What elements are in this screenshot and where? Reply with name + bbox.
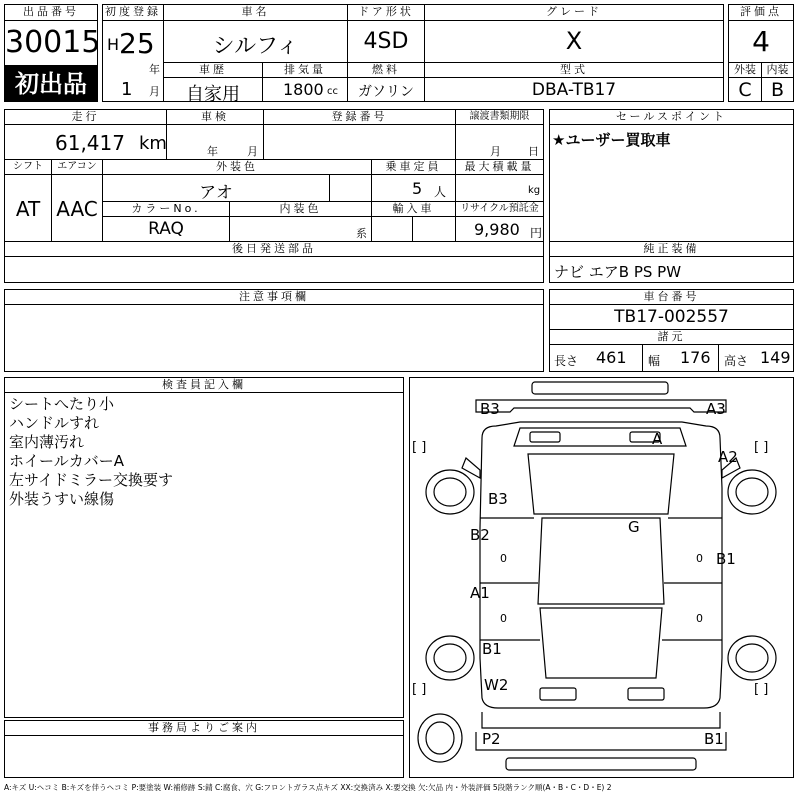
transfer-month-unit: 月 <box>490 145 501 158</box>
inspection-year-unit: 年 <box>207 145 218 158</box>
genuine-equipment-box <box>549 256 794 283</box>
damage-mark-w2-left: W2 <box>484 676 509 694</box>
mileage-unit: km <box>139 133 167 154</box>
interior-grade: B <box>770 79 785 101</box>
lot-number: 30015 <box>5 25 101 60</box>
notes-box <box>4 304 544 372</box>
height: 149 <box>760 348 791 367</box>
length-label: 長さ <box>554 354 579 368</box>
plate-label: 登録番号 <box>263 109 456 125</box>
interior-color-box <box>229 216 372 242</box>
score-box <box>728 20 794 63</box>
inspector-line: シートへたり小 <box>9 395 115 413</box>
first-listing-text: 初出品 <box>15 70 87 98</box>
damage-mark-b1-bottom: B1 <box>704 730 724 748</box>
zero-mark: 0 <box>696 552 703 565</box>
reg-year: 25 <box>119 27 155 60</box>
bracket-rear-left: [ ] <box>412 682 427 697</box>
color-number: RAQ <box>148 219 184 239</box>
seats-box <box>371 174 456 202</box>
damage-mark-b3-hood: B3 <box>488 490 508 508</box>
first-registration-box <box>102 20 164 102</box>
exterior-grade-label: 外装 <box>728 62 762 78</box>
history: 自家用 <box>186 84 240 105</box>
inspector-line: 左サイドミラー交換要す <box>9 471 173 489</box>
shift-label: シフト <box>4 159 52 175</box>
chassis-box <box>549 304 794 330</box>
inspector-box <box>4 392 404 718</box>
shift: AT <box>15 197 41 221</box>
model: DBA-TB17 <box>531 80 617 100</box>
car-name-box <box>163 20 348 63</box>
reg-month-unit: 月 <box>149 85 160 98</box>
max-load-box <box>455 174 544 202</box>
inspector-label: 検査員記入欄 <box>4 377 404 393</box>
history-label: 車歴 <box>163 62 263 78</box>
first-registration-label: 初度登録 <box>102 4 164 21</box>
history-box <box>163 77 263 105</box>
interior-grade-label: 内装 <box>761 62 794 78</box>
specs-box <box>549 344 794 372</box>
sales-point-box <box>549 124 794 242</box>
model-label: 型式 <box>424 62 724 78</box>
fuel-label: 燃料 <box>347 62 425 78</box>
sales-point-text: ★ユーザー買取車 <box>552 131 671 149</box>
fuel: ガソリン <box>358 84 414 100</box>
recycle-unit: 円 <box>530 226 543 240</box>
shift-box <box>4 174 52 242</box>
bracket-rear-right: [ ] <box>754 682 769 697</box>
interior-color-suffix: 系 <box>356 227 367 240</box>
recycle-label: リサイクル預託金 <box>455 201 544 217</box>
exterior-grade: C <box>738 79 752 101</box>
specs-label: 諸元 <box>549 329 794 345</box>
damage-mark-b3-top: B3 <box>480 400 500 418</box>
displacement-box <box>262 77 348 102</box>
damage-mark-a1-left: A1 <box>470 584 490 602</box>
inspector-line: 室内薄汚れ <box>9 433 85 451</box>
max-load-label: 最大積載量 <box>455 159 544 175</box>
mileage-label: 走行 <box>4 109 167 125</box>
zero-mark: 0 <box>500 612 507 625</box>
era: H <box>107 35 120 54</box>
grade: X <box>565 27 583 55</box>
plate-box <box>263 124 456 160</box>
fuel-box <box>347 77 425 102</box>
later-parts-label: 後日発送部品 <box>4 241 544 257</box>
reg-month: 1 <box>121 79 133 100</box>
width-label: 幅 <box>648 354 661 368</box>
seats-unit: 人 <box>434 185 447 199</box>
damage-mark-p2-bottom: P2 <box>482 730 501 748</box>
inspector-line: ホイールカバーA <box>9 452 124 470</box>
recycle-fee: 9,980 <box>474 220 520 239</box>
car-name: シルフィ <box>212 34 299 59</box>
damage-mark-a3-top: A3 <box>706 400 726 418</box>
damage-mark-g-roof: G <box>628 518 640 536</box>
damage-mark-b1-left: B1 <box>482 640 502 658</box>
notes-label: 注意事項欄 <box>4 289 544 305</box>
door-label: ドア形状 <box>347 4 425 21</box>
damage-legend: A:キズ U:ヘコミ B:キズを伴うヘコミ P:要塗装 W:補修跡 S:錆 C:腐食、穴 G:フロントガラス点キズ XX:交換済み X:要交換 欠:欠品 内・外装評価 5段階ランク順(A・B・C・D・E) 2 <box>4 783 612 792</box>
exterior-color-box <box>102 174 372 202</box>
inspection-month-unit: 月 <box>247 145 258 158</box>
displacement-unit: cc <box>327 86 338 97</box>
lot-number-label: 出品番号 <box>4 4 98 21</box>
later-parts-box <box>4 256 544 283</box>
genuine-equipment-label: 純正装備 <box>549 241 794 257</box>
recycle-box <box>455 216 544 242</box>
interior-color-label: 内装色 <box>229 201 372 217</box>
displacement-label: 排気量 <box>262 62 348 78</box>
damage-mark-b2-left: B2 <box>470 526 490 544</box>
width: 176 <box>680 348 711 367</box>
car-outline <box>410 378 793 777</box>
car-name-label: 車名 <box>163 4 348 21</box>
transfer-box <box>455 124 544 160</box>
exterior-color-label: 外装色 <box>102 159 372 175</box>
transfer-label: 譲渡書類期限 <box>455 109 544 125</box>
import-label: 輸入車 <box>371 201 456 217</box>
model-box <box>424 77 724 102</box>
displacement: 1800 <box>283 80 324 99</box>
mileage-box <box>4 124 167 160</box>
door-box <box>347 20 425 63</box>
damage-mark-b1-right: B1 <box>716 550 736 568</box>
bracket-front-right: [ ] <box>754 440 769 455</box>
exterior-color: アオ <box>199 183 233 203</box>
color-number-box <box>102 216 230 242</box>
inspection-box <box>166 124 264 160</box>
chassis-label: 車台番号 <box>549 289 794 305</box>
exterior-grade-box <box>728 77 762 102</box>
length: 461 <box>596 348 627 367</box>
first-listing-badge <box>4 66 98 102</box>
import-box <box>371 216 456 242</box>
height-label: 高さ <box>724 354 749 368</box>
grade-label: グレード <box>424 4 724 21</box>
color-number-label: カラーNo. <box>102 201 230 217</box>
ac: AAC <box>56 197 98 221</box>
damage-mark-a-windshield: A <box>652 430 663 448</box>
lot-number-box <box>4 20 101 66</box>
car-diagram <box>409 377 794 778</box>
reg-year-unit: 年 <box>149 63 160 76</box>
score-label: 評価点 <box>728 4 794 21</box>
genuine-equipment: ナビ エアB PS PW <box>554 263 682 281</box>
ac-box <box>51 174 103 242</box>
office-box <box>4 735 404 778</box>
seats-label: 乗車定員 <box>371 159 456 175</box>
zero-mark: 0 <box>696 612 703 625</box>
grade-box <box>424 20 724 63</box>
door-type: 4SD <box>363 29 409 54</box>
score: 4 <box>752 25 770 58</box>
max-load-unit: kg <box>528 185 541 196</box>
inspector-line: ハンドルすれ <box>9 414 100 432</box>
chassis-number: TB17-002557 <box>614 307 729 327</box>
bracket-front-left: [ ] <box>412 440 427 455</box>
interior-grade-box <box>761 77 794 102</box>
mileage: 61,417 <box>55 131 125 155</box>
ac-label: エアコン <box>51 159 103 175</box>
office-label: 事務局よりご案内 <box>4 720 404 736</box>
seats: 5 <box>412 179 423 198</box>
sales-point-label: セールスポイント <box>549 109 794 125</box>
zero-mark: 0 <box>500 552 507 565</box>
transfer-day-unit: 日 <box>528 145 539 158</box>
inspector-line: 外装うすい線傷 <box>9 490 115 508</box>
inspection-label: 車検 <box>166 109 264 125</box>
damage-mark-a2-right: A2 <box>718 448 738 466</box>
